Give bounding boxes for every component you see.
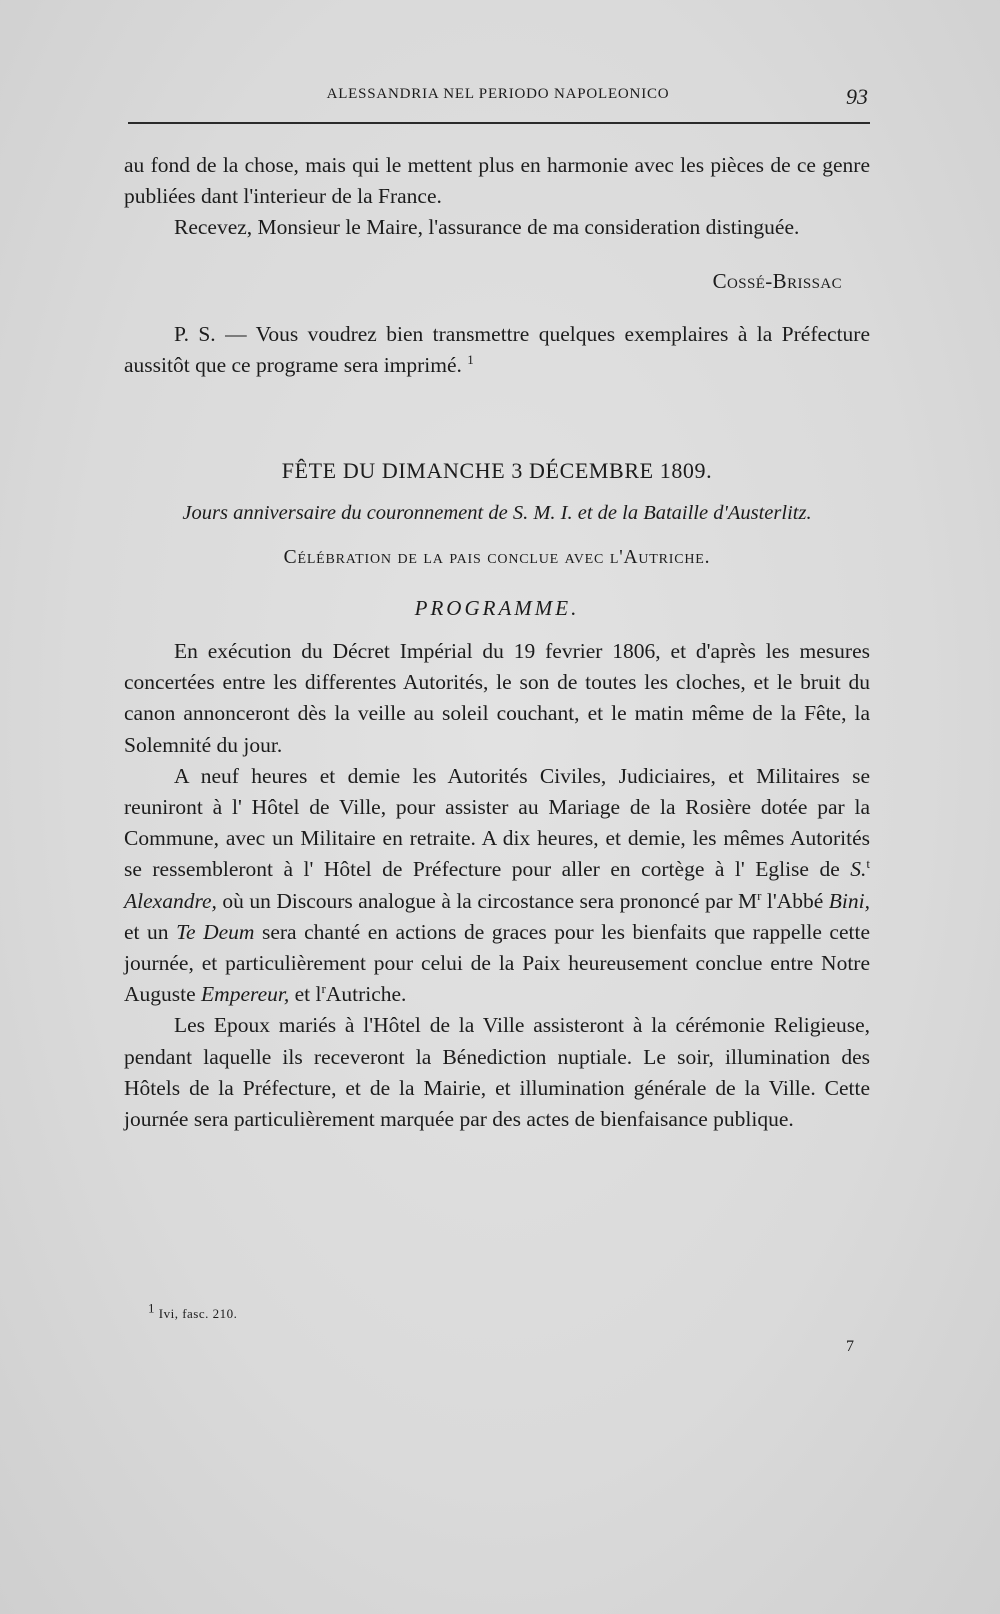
programme-paragraph-1: En exécution du Décret Impérial du 19 fevrier 1806, et d'après les mesures concertées entre les differentes Autorités, le son de toutes les cloches, et le bruit du canon annonceront dès la veille au soleil couchant, et le matin même de la Fête, la Solemnité du jour.: [124, 639, 870, 757]
p2-f-sup: r: [321, 981, 326, 997]
footnote: [148, 1300, 238, 1322]
p2-text-e: sera chanté en actions de graces pour les bienfaits que rappelle cette journée, et particulièrement pour celui de la Paix heureusement conclue entre Notre Auguste: [124, 919, 870, 1007]
fete-subheading: Jours anniversaire du couronnement de S. M. I. et de la Bataille d'Austerlitz.: [182, 502, 812, 525]
celebration-line: Célébration de la pais conclue avec l'Autriche.: [283, 546, 711, 568]
p2-bini: Bini,: [828, 888, 870, 913]
footnote-text: Ivi, fasc. 210.: [158, 1306, 238, 1321]
p2-text-d: et un: [124, 919, 177, 944]
page-body: [124, 150, 870, 1135]
p2-empereur: Empereur,: [201, 982, 290, 1007]
p2-text-g: Autriche.: [325, 982, 407, 1007]
header-rule: [128, 122, 870, 124]
footnote-reference: 1: [467, 351, 474, 367]
p2-alexandre: Alexandre,: [124, 888, 217, 913]
letter-paragraph: au fond de la chose, mais qui le mettent plus en harmonie avec les pièces de ce genre publiées dant l'interieur de la France.: [124, 153, 870, 209]
fete-heading: FÊTE DU DIMANCHE 3 DÉCEMBRE 1809.: [281, 458, 713, 484]
p2-saint-sup: t: [866, 856, 870, 872]
signature-mark: 7: [846, 1338, 854, 1355]
programme-paragraph-3: Les Epoux mariés à l'Hôtel de la Ville assisteront à la cérémonie Religieuse, pendant laquelle ils receveront la Bénediction nuptiale. Le soir, illumination des Hôtels de la Préfecture, et de la Mairie, et illumination générale de la Ville. Cette journée sera particulièrement marquée par des actes de bienfaisance publique.: [124, 1013, 870, 1132]
running-title: ALESSANDRIA NEL PERIODO NAPOLEONICO: [326, 86, 670, 102]
page-number: 93: [846, 84, 868, 109]
p2-saint: S.: [850, 857, 867, 882]
p2-text-a: A neuf heures et demie les Autorités Civiles, Judiciaires, et Militaires se reuniront à l' Hôtel de Ville, pour assister au Mariage de la Rosière dotée par la Commune, avec un Militaire en retraite. A dix heures, et demie, les mêmes Autorités se ressembleront à l' Hôtel de Préfecture pour aller en cortège à l' Eglise de: [124, 763, 870, 882]
p2-mr-sup: r: [757, 887, 762, 903]
letter-closing: Recevez, Monsieur le Maire, l'assurance de ma consideration distinguée.: [174, 215, 800, 240]
postscript-text: P. S. — Vous voudrez bien transmettre quelques exemplaires à la Préfecture aussitôt que ce programe sera imprimé.: [124, 321, 870, 378]
letter-signature: Cossé-Brissac: [712, 268, 842, 293]
p2-text-b: où un Discours analogue à la circostance sera prononcé par M: [216, 888, 758, 913]
p2-te-deum: Te Deum: [176, 919, 255, 944]
footnote-marker: 1: [148, 1300, 155, 1316]
postscript: [124, 319, 870, 381]
programme-title: PROGRAMME.: [414, 595, 580, 620]
p2-text-f: et l: [289, 982, 322, 1007]
running-header: [128, 82, 868, 114]
programme-paragraph-2: [124, 761, 870, 1011]
p2-text-c: l'Abbé: [761, 888, 829, 913]
